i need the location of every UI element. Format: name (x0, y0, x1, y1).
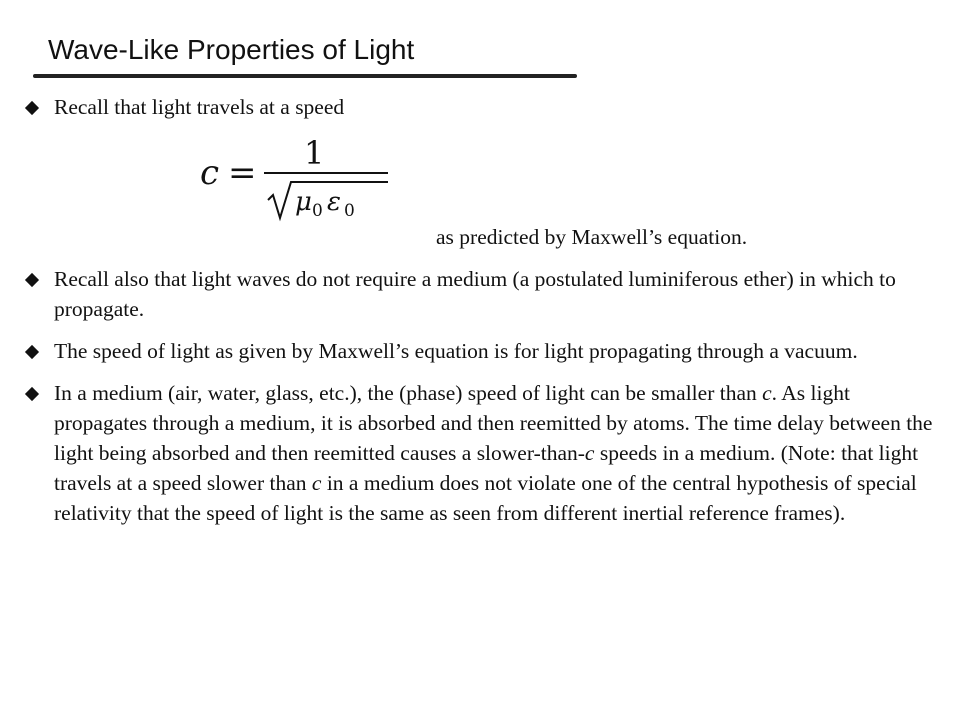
bullet-text: Recall also that light waves do not require a medium (a postulated luminiferous ether) in which to propagate. (54, 267, 896, 321)
formula-epsilon: ε (327, 187, 341, 217)
diamond-bullet-icon (25, 273, 39, 287)
bullet-text-part: in a medium does not violate one of the central hypothesis of special relativity that the speed of light is the same as seen from different inertial reference frames). (54, 471, 917, 525)
symbol-c: c (311, 471, 322, 495)
diamond-bullet-icon (25, 387, 39, 401)
diamond-bullet-icon (25, 345, 39, 359)
slide-title: Wave-Like Properties of Light (48, 34, 415, 65)
formula-mu: μ (295, 187, 312, 217)
symbol-c: c (762, 381, 772, 405)
formula-caption: as predicted by Maxwell’s equation. (436, 225, 748, 249)
title-underline (33, 74, 577, 78)
symbol-c: c (584, 441, 595, 465)
bullet-text-part: speeds in a medium. (Note: that light travels at a speed slower than (54, 441, 919, 495)
bullet-text (54, 381, 932, 525)
bullet-item (26, 264, 946, 324)
formula-numerator: 1 (304, 134, 325, 172)
bullet-text: The speed of light as given by Maxwell’s equation is for light propagating through a vacuum. (54, 339, 858, 363)
formula-mu-subscript: 0 (312, 201, 323, 221)
formula-lhs: c (200, 153, 220, 193)
bullet-text: Recall that light travels at a speed (54, 95, 345, 119)
bullet-item (26, 336, 946, 366)
formula-equals: = (228, 153, 257, 193)
formula-epsilon-subscript: 0 (344, 201, 355, 221)
diamond-bullet-icon (25, 101, 39, 115)
bullet-text-part: In a medium (air, water, glass, etc.), the (phase) speed of light can be smaller than (54, 381, 763, 405)
slide-content (26, 92, 946, 528)
bullet-item (26, 378, 946, 528)
bullet-text-part: . As light propagates through a medium, it is absorbed and then reemitted by atoms. The time delay between the light being absorbed and then reemitted causes a slower-than- (54, 381, 933, 465)
formula-graphic (196, 132, 396, 222)
bullet-item (26, 92, 946, 122)
speed-of-light-formula (196, 132, 396, 222)
